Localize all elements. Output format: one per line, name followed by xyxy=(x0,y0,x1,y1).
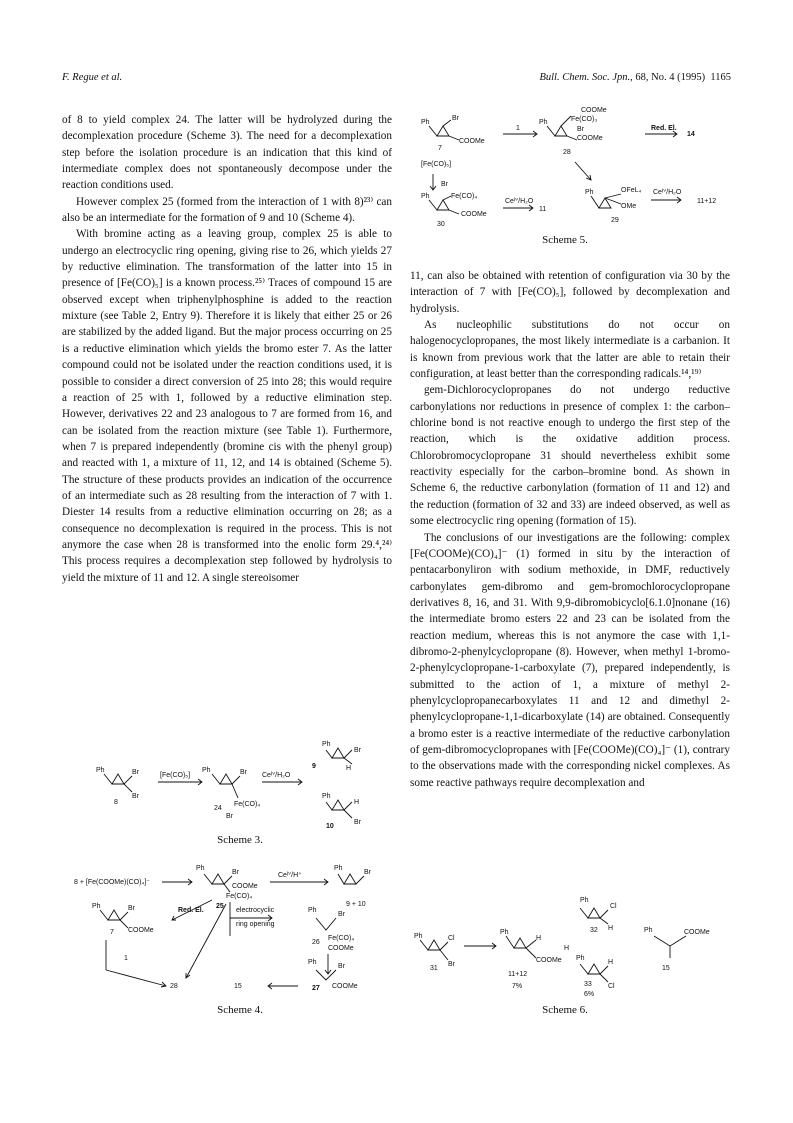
svg-text:Br: Br xyxy=(338,963,345,970)
svg-text:8 + [Fe(COOMe)(CO)₄]⁻: 8 + [Fe(COOMe)(CO)₄]⁻ xyxy=(74,879,150,886)
svg-text:14: 14 xyxy=(687,131,695,138)
svg-text:9: 9 xyxy=(312,763,316,770)
svg-text:COOMe: COOMe xyxy=(461,211,487,218)
svg-text:COOMe: COOMe xyxy=(128,927,154,934)
svg-text:Ceᴵⱽ/H⁺: Ceᴵⱽ/H⁺ xyxy=(278,872,302,879)
journal-name: Bull. Chem. Soc. Jpn. xyxy=(539,72,631,83)
svg-text:32: 32 xyxy=(590,927,598,934)
paragraph: As nucleophilic substitutions do not occur on halogenocyclopropanes, the most likely intermediate is a carbanion. It is known from previous work that the latter are able to retain their configuration, at least better than the corresponding radicals.¹⁴,¹⁹⁾ xyxy=(410,319,730,381)
svg-text:Ph: Ph xyxy=(96,767,105,774)
svg-text:30: 30 xyxy=(437,221,445,228)
cyclopropane-ring xyxy=(437,126,449,136)
svg-text:H: H xyxy=(536,935,542,942)
svg-text:Fe(CO)₃: Fe(CO)₃ xyxy=(571,116,598,123)
svg-text:25: 25 xyxy=(216,903,224,910)
svg-text:[Fe(CO)₅]: [Fe(CO)₅] xyxy=(160,772,191,779)
svg-text:H: H xyxy=(608,959,614,966)
svg-text:9 + 10: 9 + 10 xyxy=(346,901,366,908)
svg-text:COOMe: COOMe xyxy=(332,983,358,990)
svg-text:Ph: Ph xyxy=(644,927,653,934)
svg-text:OMe: OMe xyxy=(621,203,637,210)
svg-text:Cl: Cl xyxy=(608,983,615,990)
svg-text:Fe(CO)₄: Fe(CO)₄ xyxy=(328,935,355,942)
svg-text:29: 29 xyxy=(611,217,619,224)
svg-text:Red. El.: Red. El. xyxy=(178,907,204,914)
svg-text:Fe(CO)₄: Fe(CO)₄ xyxy=(234,801,261,808)
svg-text:Br: Br xyxy=(132,769,139,776)
svg-text:1: 1 xyxy=(124,955,128,962)
svg-text:11+12: 11+12 xyxy=(697,198,717,205)
svg-text:Ph: Ph xyxy=(334,865,343,872)
svg-text:Fe(CO)₄: Fe(CO)₄ xyxy=(451,193,478,200)
left-column-text xyxy=(62,112,392,586)
scheme-6-figure xyxy=(412,890,732,1000)
scheme-3-figure xyxy=(92,740,392,832)
svg-text:Ph: Ph xyxy=(421,119,430,126)
svg-text:15: 15 xyxy=(234,983,242,990)
svg-text:31: 31 xyxy=(430,965,438,972)
svg-text:Ph: Ph xyxy=(196,865,205,872)
svg-text:Br: Br xyxy=(364,869,371,876)
svg-text:Ph: Ph xyxy=(539,119,548,126)
svg-text:Ph: Ph xyxy=(576,955,585,962)
svg-text:Fe(CO)₄: Fe(CO)₄ xyxy=(226,893,253,900)
svg-text:1: 1 xyxy=(516,125,520,132)
svg-text:Br: Br xyxy=(448,961,455,968)
svg-text:Ph: Ph xyxy=(322,741,331,748)
paragraph: The conclusions of our investigations are the following: complex [Fe(COOMe)(CO)₄]⁻ (1) formed in situ by the interaction of pentacarbonyliron with sodium methoxide, in DMF, reductively carbonylates gem-dibromo and gem-bromochlorocyclopropane derivatives 8, 16, and 31. With 9,9-dibromobicyclo[6.1.0]nonane (16) the intermediate bromo esters 22 and 23 can be isolated from the reaction medium, whereas this is not anymore the case with 1,1-dibromo-2-phenylcyclopropane (8). However, when methyl 1-bromo-2-phenylcyclopropane-1-carboxylate (7), prepared independently, is submitted to the action of 1, a mixture of methyl 2-phenylcyclopropanecarboxylates 11 and 12 and dimethyl 2-phenylcyclopropane-1,1-dicarboxylate (14) are obtained. Consequently a bromo ester is a reactive intermediate of the reductive carbonylation of gem-dibromocyclopropanes with [Fe(COOMe)(CO)₄]⁻ (1), contrary to the observations made with the corresponding nickel complexes. As some reactive pathways require decomplexation and xyxy=(410,531,730,789)
svg-text:Ph: Ph xyxy=(308,959,317,966)
svg-text:COOMe: COOMe xyxy=(684,929,710,936)
svg-text:COOMe: COOMe xyxy=(328,945,354,952)
paragraph: gem-Dichlorocyclopropanes do not undergo reductive carbonylations nor reductions in presence of complex 1: the carbon–chlorine bond is not reactive enough to undergo the first step of the reaction, which is the oxidative addition process. Chlorobromocyclopropane 31 should nevertheless exhibit some reactivity especially for the carbon–bromine bond. As shown in Scheme 6, the reductive carbonylation (formation of 11 and 12) and the reduction (formation of 32 and 33) are indeed observed, as well as some electrocyclic ring opening (formation of 15). xyxy=(410,384,730,528)
svg-text:7%: 7% xyxy=(512,983,523,990)
svg-text:11+12: 11+12 xyxy=(508,971,528,978)
svg-text:COOMe: COOMe xyxy=(232,883,258,890)
svg-text:Ceᴵⱽ/H₂O: Ceᴵⱽ/H₂O xyxy=(262,772,291,779)
svg-text:Ceᴵⱽ/H₂O: Ceᴵⱽ/H₂O xyxy=(653,189,682,196)
paragraph: 11, can also be obtained with retention of configuration via 30 by the interaction of 7 with [Fe(CO)₅], followed by decomplexation and hydrolysis. xyxy=(410,270,730,315)
scheme-3-caption: Scheme 3. xyxy=(217,834,263,846)
svg-text:Br: Br xyxy=(132,793,139,800)
svg-text:33: 33 xyxy=(584,981,592,988)
svg-text:COOMe: COOMe xyxy=(459,138,485,145)
running-header-journal xyxy=(539,72,731,83)
svg-text:[Fe(CO)₅]: [Fe(CO)₅] xyxy=(421,161,452,168)
svg-text:26: 26 xyxy=(312,939,320,946)
volume-issue: , 68, No. 4 (1995) xyxy=(630,72,706,83)
svg-text:Ph: Ph xyxy=(500,929,509,936)
svg-text:Cl: Cl xyxy=(448,935,455,942)
svg-text:Br: Br xyxy=(232,869,239,876)
svg-text:24: 24 xyxy=(214,805,222,812)
svg-text:Br: Br xyxy=(240,769,247,776)
running-header-authors: F. Regue et al. xyxy=(62,72,123,83)
scheme-5-caption: Scheme 5. xyxy=(542,234,588,246)
svg-text:28: 28 xyxy=(170,983,178,990)
svg-text:11: 11 xyxy=(539,206,547,213)
svg-text:Br: Br xyxy=(338,911,345,918)
page-number: 1165 xyxy=(710,72,731,83)
svg-text:Ceᴵⱽ/H₂O: Ceᴵⱽ/H₂O xyxy=(505,198,534,205)
scheme-4-figure xyxy=(66,860,396,996)
svg-text:7: 7 xyxy=(438,145,442,152)
svg-text:OFeL₄: OFeL₄ xyxy=(621,187,642,194)
right-column-text xyxy=(410,268,730,791)
svg-text:COOMe: COOMe xyxy=(577,135,603,142)
scheme-6-caption: Scheme 6. xyxy=(542,1004,588,1016)
svg-text:Br: Br xyxy=(452,115,459,122)
svg-text:Cl: Cl xyxy=(610,903,617,910)
svg-text:Ph: Ph xyxy=(580,897,589,904)
svg-text:28: 28 xyxy=(563,149,571,156)
svg-text:Br: Br xyxy=(577,126,584,133)
svg-text:Ph: Ph xyxy=(92,903,101,910)
svg-text:Ph: Ph xyxy=(202,767,211,774)
svg-text:Br: Br xyxy=(354,747,361,754)
svg-text:15: 15 xyxy=(662,965,670,972)
svg-text:27: 27 xyxy=(312,985,320,992)
svg-text:Ph: Ph xyxy=(414,933,423,940)
svg-text:H: H xyxy=(608,925,614,932)
paragraph: of 8 to yield complex 24. The latter will be hydrolyzed during the decomplexation procedure (Scheme 3). The need for a decomplexation step before the isolation procedure is an indication that this kind of intermediate complex does not spontaneously decompose under the reaction conditions used. xyxy=(62,114,392,192)
svg-text:COOMe: COOMe xyxy=(581,107,607,114)
svg-text:Br: Br xyxy=(354,819,361,826)
svg-text:Br: Br xyxy=(128,905,135,912)
scheme-5-figure xyxy=(415,106,735,234)
paragraph: However complex 25 (formed from the interaction of 1 with 8)²³⁾ can also be an intermediate for the formation of 9 and 10 (Scheme 4). xyxy=(62,195,392,225)
svg-text:Ph: Ph xyxy=(308,907,317,914)
svg-text:6%: 6% xyxy=(584,991,595,998)
svg-text:Br: Br xyxy=(226,813,233,820)
svg-text:Br: Br xyxy=(441,181,448,188)
svg-text:8: 8 xyxy=(114,799,118,806)
svg-text:7: 7 xyxy=(110,929,114,936)
svg-text:electrocyclic: electrocyclic xyxy=(236,907,275,914)
paragraph: With bromine acting as a leaving group, complex 25 is able to undergo an electrocyclic ring opening, giving rise to 26, which yields 27 by reductive elimination. The transformation of the latter into 15 in presence of [Fe(CO)₅] is a known process.²⁵⁾ Traces of compound 15 are observed except when triphenylphosphine is added to the reaction mixture (see Table 2, Entry 9). Therefore it is likely that either 25 or 26 are stabilized by the added ligand. But the major process occurring on 25 is a reductive elimination which yields the bromo ester 7. As the latter compound could not be isolated under the reaction conditions used, it is possible to consider a direct conversion of 25 into 28; this would require a reaction of 25 with 1, followed by a reductive elimination step. However, derivatives 22 and 23 analogous to 7 are formed from 16, and can be isolated from the reaction mixture (see Table 1). Furthermore, when 7 is prepared independently (bromine cis with the phenyl group) and reacted with 1, a mixture of 11, 12, and 14 is obtained (Scheme 5). The structure of these products provides an indication of the occurrence of an intermediate such as 28 resulting from the interaction of 7 with 1. Diester 14 results from a reductive elimination occurring on 28; as a consequence no decomplexation is required in the process. This is not anymore the case when 28 is transformed into the enolic form 29.⁴,²⁴⁾ This process requires a decomplexation step followed by hydrolysis to yield the mixture of 11 and 12. A single stereoisomer xyxy=(62,228,392,584)
svg-text:10: 10 xyxy=(326,823,334,830)
svg-text:H: H xyxy=(564,945,570,952)
svg-text:Ph: Ph xyxy=(421,193,430,200)
scheme-4-caption: Scheme 4. xyxy=(217,1004,263,1016)
svg-text:ring opening: ring opening xyxy=(236,921,275,928)
svg-text:Ph: Ph xyxy=(585,189,594,196)
svg-text:H: H xyxy=(346,765,352,772)
svg-text:COOMe: COOMe xyxy=(536,957,562,964)
svg-text:Ph: Ph xyxy=(322,793,331,800)
svg-text:Red. El.: Red. El. xyxy=(651,125,677,132)
svg-text:H: H xyxy=(354,799,360,806)
